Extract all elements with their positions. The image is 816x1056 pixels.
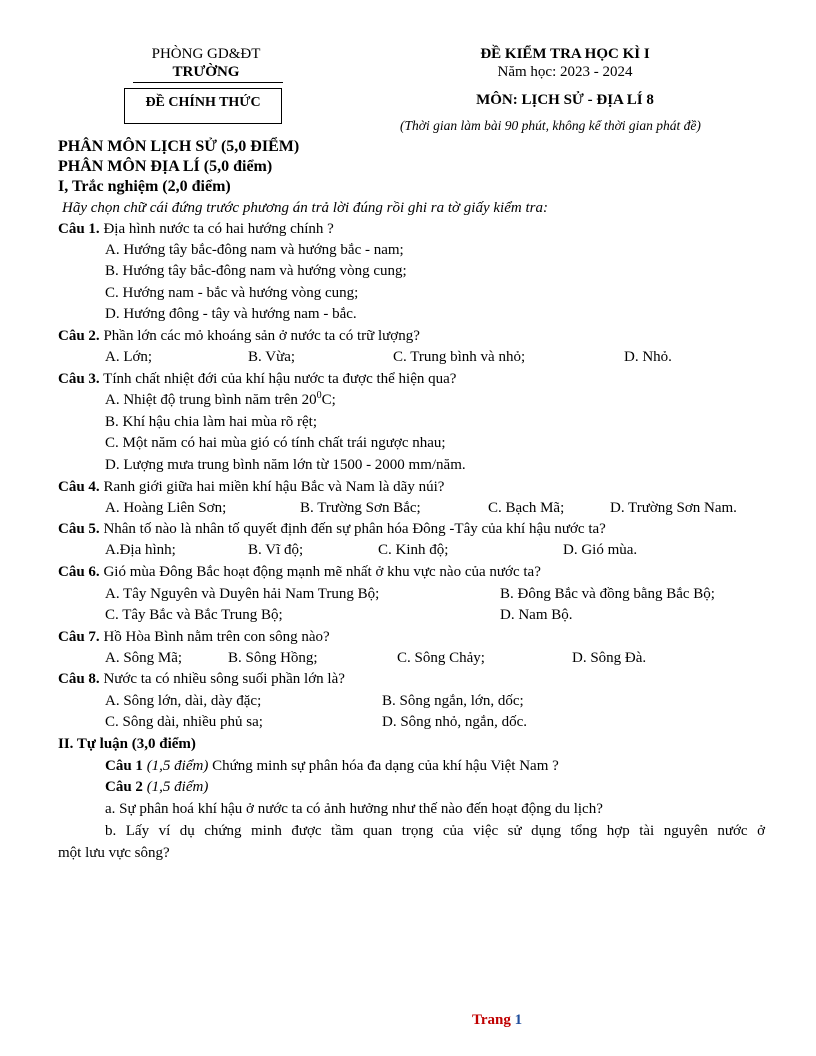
essay-question-2b-cont: một lưu vực sông? bbox=[58, 845, 170, 861]
question-label: Câu 1. bbox=[58, 221, 100, 237]
question-4 bbox=[58, 477, 444, 498]
option-1a: A. Hướng tây bắc-đông nam và hướng bắc - nam; bbox=[105, 242, 404, 258]
option-5c: C. Kinh độ; bbox=[378, 542, 449, 558]
option-4d: D. Trường Sơn Nam. bbox=[610, 500, 737, 516]
option-tail: C; bbox=[321, 392, 336, 408]
part1-instruction: Hãy chọn chữ cái đứng trước phương án trả lời đúng rồi ghi ra tờ giấy kiểm tra: bbox=[62, 200, 548, 216]
option-6d: D. Nam Bộ. bbox=[500, 607, 573, 623]
question-5 bbox=[58, 519, 606, 540]
question-label: Câu 3. bbox=[58, 371, 100, 387]
option-5d: D. Gió mùa. bbox=[563, 542, 638, 558]
option-2d: D. Nhỏ. bbox=[624, 349, 672, 365]
option-3a bbox=[105, 390, 336, 411]
question-text: Hồ Hòa Bình nằm trên con sông nào? bbox=[99, 629, 330, 645]
question-8 bbox=[58, 669, 345, 690]
official-label: ĐỀ CHÍNH THỨC bbox=[145, 95, 261, 110]
essay-points: (1,5 điểm) bbox=[142, 779, 209, 795]
question-7 bbox=[58, 627, 330, 648]
option-2b: B. Vừa; bbox=[248, 349, 296, 365]
option-7a: A. Sông Mã; bbox=[105, 650, 183, 666]
question-2 bbox=[58, 326, 420, 347]
option-1c: C. Hướng nam - bắc và hướng vòng cung; bbox=[105, 285, 359, 301]
geography-section-title: PHÂN MÔN ĐỊA LÍ (5,0 điểm) bbox=[58, 158, 273, 175]
essay-label: Câu 1 bbox=[105, 758, 143, 774]
header-divider bbox=[133, 82, 283, 83]
question-text: Nước ta có nhiều sông suối phần lớn là? bbox=[99, 671, 345, 687]
history-section-title: PHÂN MÔN LỊCH SỬ (5,0 ĐIỂM) bbox=[58, 138, 300, 155]
question-label: Câu 8. bbox=[58, 671, 100, 687]
degree-superscript: 0 bbox=[316, 390, 322, 401]
question-6 bbox=[58, 562, 541, 583]
question-label: Câu 5. bbox=[58, 521, 100, 537]
question-label: Câu 4. bbox=[58, 479, 100, 495]
part2-title: II. Tự luận (3,0 điểm) bbox=[58, 736, 196, 752]
page-number: 1 bbox=[514, 1012, 523, 1028]
question-label: Câu 6. bbox=[58, 564, 100, 580]
essay-points: (1,5 điểm) bbox=[142, 758, 209, 774]
question-text: Phần lớn các mỏ khoáng sản ở nước ta có trữ lượng? bbox=[99, 328, 420, 344]
option-3b: B. Khí hậu chia làm hai mùa rõ rệt; bbox=[105, 414, 318, 430]
question-text: Tính chất nhiệt đới của khí hậu nước ta được thể hiện qua? bbox=[99, 371, 457, 387]
question-text: Địa hình nước ta có hai hướng chính ? bbox=[99, 221, 334, 237]
option-1d: D. Hướng đông - tây và hướng nam - bắc. bbox=[105, 306, 357, 322]
option-5b: B. Vĩ độ; bbox=[248, 542, 304, 558]
essay-label: Câu 2 bbox=[105, 779, 143, 795]
option-8c: C. Sông dài, nhiều phủ sa; bbox=[105, 714, 263, 730]
page-footer bbox=[472, 1012, 522, 1029]
option-5a: A.Địa hình; bbox=[105, 542, 176, 558]
time-note: (Thời gian làm bài 90 phút, không kể thời gian phát đề) bbox=[400, 118, 701, 133]
school-year: Năm học: 2023 - 2024 bbox=[497, 64, 633, 80]
question-3 bbox=[58, 369, 456, 390]
department-label: PHÒNG GD&ĐT bbox=[151, 46, 261, 62]
question-label: Câu 2. bbox=[58, 328, 100, 344]
subject-title: MÔN: LỊCH SỬ - ĐỊA LÍ 8 bbox=[476, 92, 654, 108]
question-1 bbox=[58, 219, 334, 240]
option-7d: D. Sông Đà. bbox=[572, 650, 647, 666]
exam-title: ĐỀ KIỂM TRA HỌC KÌ I bbox=[480, 46, 650, 62]
option-2c: C. Trung bình và nhỏ; bbox=[393, 349, 526, 365]
school-label: TRƯỜNG bbox=[172, 64, 240, 80]
question-text: Nhân tố nào là nhân tố quyết định đến sự phân hóa Đông -Tây của khí hậu nước ta? bbox=[99, 521, 606, 537]
essay-question-1 bbox=[105, 756, 559, 777]
essay-question-2b: b. Lấy ví dụ chứng minh được tầm quan trọng của việc sử dụng tổng hợp tài nguyên nước ở bbox=[105, 823, 765, 839]
question-text: Ranh giới giữa hai miền khí hậu Bắc và Nam là dãy núi? bbox=[99, 479, 445, 495]
option-6b: B. Đông Bắc và đồng bằng Bắc Bộ; bbox=[500, 586, 715, 602]
option-8a: A. Sông lớn, dài, dày đặc; bbox=[105, 693, 262, 709]
question-text: Gió mùa Đông Bắc hoạt động mạnh mẽ nhất ở khu vực nào của nước ta? bbox=[99, 564, 541, 580]
essay-question-2 bbox=[105, 777, 208, 798]
page-label: Trang bbox=[472, 1012, 515, 1028]
part1-title: I, Trắc nghiệm (2,0 điểm) bbox=[58, 178, 231, 195]
essay-text: Chứng minh sự phân hóa đa dạng của khí hậu Việt Nam ? bbox=[208, 758, 559, 774]
option-7b: B. Sông Hồng; bbox=[228, 650, 318, 666]
option-4b: B. Trường Sơn Bắc; bbox=[300, 500, 421, 516]
option-8d: D. Sông nhỏ, ngắn, dốc. bbox=[382, 714, 527, 730]
option-text: A. Nhiệt độ trung bình năm trên 20 bbox=[105, 392, 317, 408]
option-1b: B. Hướng tây bắc-đông nam và hướng vòng cung; bbox=[105, 263, 407, 279]
option-3c: C. Một năm có hai mùa gió có tính chất trái ngược nhau; bbox=[105, 435, 446, 451]
option-6c: C. Tây Bắc và Bắc Trung Bộ; bbox=[105, 607, 283, 623]
option-7c: C. Sông Chảy; bbox=[397, 650, 485, 666]
option-2a: A. Lớn; bbox=[105, 349, 153, 365]
option-4a: A. Hoàng Liên Sơn; bbox=[105, 500, 227, 516]
option-4c: C. Bạch Mã; bbox=[488, 500, 565, 516]
question-label: Câu 7. bbox=[58, 629, 100, 645]
option-8b: B. Sông ngắn, lớn, dốc; bbox=[382, 693, 524, 709]
option-6a: A. Tây Nguyên và Duyên hải Nam Trung Bộ; bbox=[105, 586, 380, 602]
option-3d: D. Lượng mưa trung bình năm lớn từ 1500 - 2000 mm/năm. bbox=[105, 457, 466, 473]
essay-question-2a: a. Sự phân hoá khí hậu ở nước ta có ảnh hưởng như thế nào đến hoạt động du lịch? bbox=[105, 801, 603, 817]
